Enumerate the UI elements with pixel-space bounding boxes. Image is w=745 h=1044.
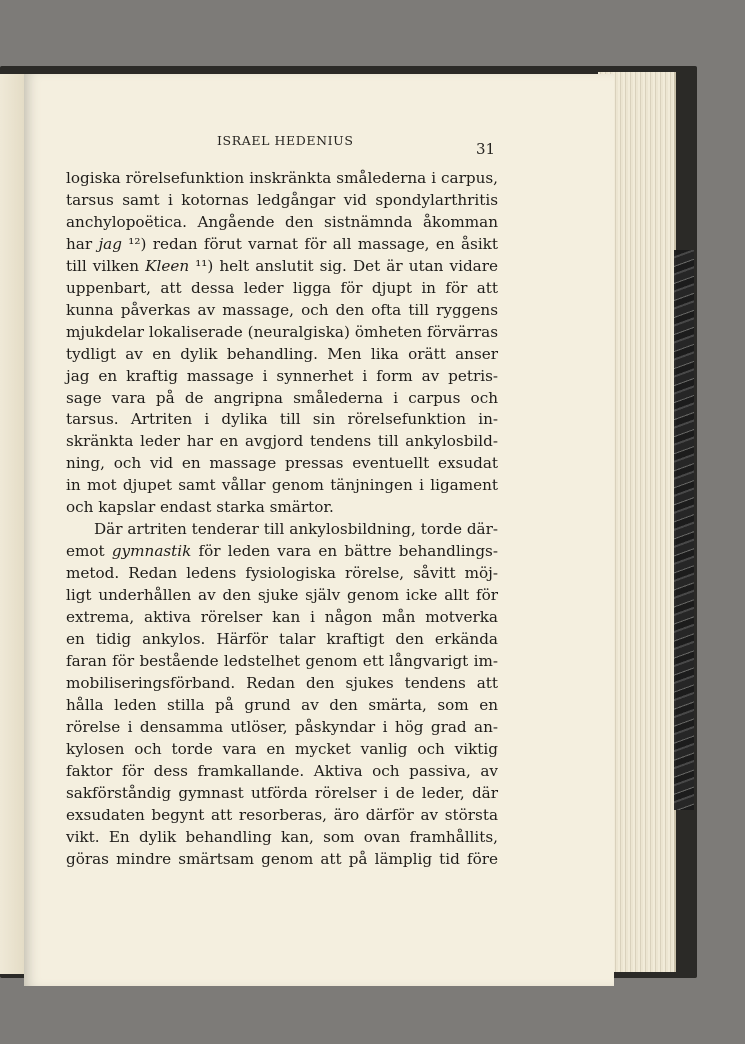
marbled-edge	[674, 250, 694, 810]
italic-name: Kleen	[145, 256, 190, 275]
text-line: kylosen och torde vara en mycket vanlig och viktig	[66, 739, 498, 758]
text-line: en tidig ankylos. Härför talar kraftigt den erkända	[66, 630, 498, 649]
text-line: metod. Redan ledens fysiologiska rörelse, såvitt möj-	[66, 564, 498, 583]
text-line: skränkta leder har en avgjord tendens till ankylosbild-	[66, 432, 498, 451]
body-text	[66, 168, 498, 871]
text-line: sage vara på de angripna smålederna i carpus och	[66, 388, 498, 407]
text-line: mobiliseringsförband. Redan den sjukes tendens att	[66, 673, 498, 692]
text-line: hålla leden stilla på grund av den smärta, som en	[66, 695, 498, 714]
text-line: in mot djupet samt vållar genom tänjningen i ligament	[66, 476, 498, 495]
text-line: emot gymnastik för leden vara en bättre behandlings-	[66, 542, 498, 561]
text-line: tydligt av en dylik behandling. Men lika orätt anser	[66, 344, 498, 363]
text-line: tarsus. Artriten i dylika till sin rörelsefunktion in-	[66, 410, 498, 429]
text-line: och kapslar endast starka smärtor.	[66, 498, 334, 517]
text-line: ning, och vid en massage pressas eventuellt exsudat	[66, 454, 498, 473]
text-line: ligt underhållen av den sjuke själv genom icke allt för	[66, 586, 498, 605]
text-line: anchylopoëtica. Angående den sistnämnda åkomman	[66, 212, 498, 231]
text-line: till vilken Kleen ¹¹) helt anslutit sig. Det är utan vidare	[66, 256, 498, 275]
text-line: exsudaten begynt att resorberas, äro därför av största	[66, 805, 498, 824]
text-line: jag en kraftig massage i synnerhet i form av petris-	[66, 366, 498, 385]
text-line: logiska rörelsefunktion inskränkta smålederna i carpus,	[66, 169, 498, 187]
text-line: vikt. En dylik behandling kan, som ovan framhållits,	[66, 827, 498, 846]
running-header: ISRAEL HEDENIUS	[217, 133, 354, 148]
text-line: uppenbart, att dessa leder ligga för djupt in för att	[66, 278, 498, 297]
italic-name: gymnastik	[111, 542, 192, 561]
text-line: mjukdelar lokaliserade (neuralgiska) ömheten förvärras	[66, 322, 498, 341]
text-line: göras mindre smärtsam genom att på lämplig tid före	[66, 849, 498, 868]
text-line: Där artriten tenderar till ankylosbildning, torde där-	[94, 520, 498, 539]
text-line: extrema, aktiva rörelser kan i någon mån motverka	[66, 608, 498, 627]
text-line: tarsus samt i kotornas ledgångar vid spondylarthritis	[66, 190, 498, 209]
text-line: har jag ¹²) redan förut varnat för all massage, en åsikt	[66, 234, 498, 253]
text-line: faktor för dess framkallande. Aktiva och passiva, av	[66, 761, 498, 780]
page-number: 31	[476, 140, 496, 158]
text-line: rörelse i densamma utlöser, påskyndar i hög grad an-	[66, 717, 498, 736]
italic-name: jag	[98, 234, 122, 253]
text-line: sakförståndig gymnast utförda rörelser i de leder, där	[66, 783, 498, 802]
text-line: kunna påverkas av massage, och den ofta till ryggens	[66, 300, 498, 319]
text-line: faran för bestående ledstelhet genom ett långvarigt im-	[66, 651, 498, 670]
left-page-edge	[0, 74, 25, 974]
